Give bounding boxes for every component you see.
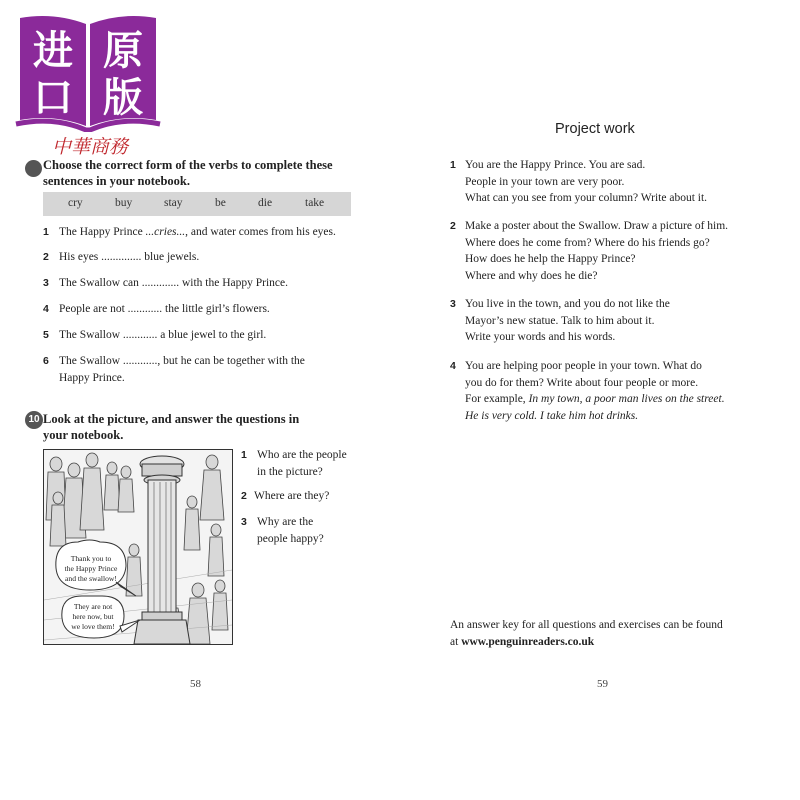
exercise-10-question-3: 3 Why are the people happy?: [241, 516, 324, 545]
store-logo-caption: [30, 134, 150, 158]
exercise-9-item-2: 2 His eyes .............. blue jewels.: [43, 251, 200, 263]
word-die: die: [258, 197, 273, 209]
word-box: [43, 192, 351, 216]
exercise-9-item-1: 1 The Happy Prince ...cries..., and water comes from his eyes.: [43, 226, 336, 238]
exercise-9-item-6: 6 The Swallow ............, but he can be together with the Happy Prince.: [43, 355, 305, 384]
project-item-1: 1 You are the Happy Prince. You are sad. People in your town are very poor. What can you see from your column? Write about it.: [450, 159, 708, 204]
exercise-10-question-2: 2 Where are they?: [241, 490, 330, 502]
answer-key-note: An answer key for all questions and exercises can be found at www.penguinreaders.co.uk: [450, 619, 723, 648]
bubble-1-line-2: the Happy Prince: [64, 564, 118, 573]
word-stay: stay: [164, 197, 183, 209]
exercise-9-number-badge: [25, 160, 42, 177]
exercise-9-item-3: 3 The Swallow can ............. with the Happy Prince.: [43, 277, 288, 289]
logo-char-yuan: 原: [103, 28, 143, 74]
word-take: take: [305, 197, 325, 209]
project-item-2: 2 Make a poster about the Swallow. Draw a picture of him. Where does he come from? Where do his friends go? How does he help the Happy Prince? Where and why does he die?: [450, 220, 729, 282]
exercise-10-question-1: 1 Who are the people in the picture?: [241, 449, 347, 478]
penguin-readers-link[interactable]: www.penguinreaders.co.uk: [461, 635, 595, 648]
logo-char-jin: 进: [33, 28, 73, 74]
page-number-left: 58: [190, 678, 201, 690]
logo-char-ban: 版: [103, 75, 143, 121]
logo-char-kou: 口: [33, 75, 73, 121]
bubble-2-line-3: we love them!: [71, 622, 115, 631]
word-cry: cry: [68, 197, 83, 209]
exercise-10-number-badge: 10: [25, 411, 43, 429]
bubble-1-line-1: Thank you to: [70, 554, 112, 563]
project-work-title: Project work: [555, 121, 635, 137]
store-logo: [14, 14, 162, 132]
exercise-9-item-5: 5 The Swallow ............ a blue jewel to the girl.: [43, 329, 267, 341]
project-item-4: 4 You are helping poor people in your town. What do you do for them? Write about four people or more. For example, In my town, a poor man lives on the street. He is very cold. I take him hot drinks.: [450, 360, 725, 422]
exercise-9-item-4: 4 People are not ............ the little girl’s flowers.: [43, 303, 270, 315]
word-buy: buy: [115, 197, 133, 209]
bubble-2-line-1: They are not: [73, 602, 113, 611]
filled-answer: ...cries...: [145, 226, 186, 238]
page-number-right: 59: [597, 678, 608, 690]
bubble-2-line-2: here now, but: [72, 612, 114, 621]
exercise-9-title: Choose the correct form of the verbs to complete these sentences in your notebook.: [43, 158, 333, 188]
statue-illustration: [43, 449, 233, 645]
bubble-1-line-3: and the swallow!: [65, 574, 117, 583]
svg-text:中華商務: 中華商務: [51, 136, 129, 158]
project-item-3: 3 You live in the town, and you do not like the Mayor’s new statue. Talk to him about it. Write your words and his words.: [450, 298, 670, 343]
word-be: be: [215, 197, 226, 209]
exercise-10-title: Look at the picture, and answer the questions in your notebook.: [43, 412, 300, 442]
